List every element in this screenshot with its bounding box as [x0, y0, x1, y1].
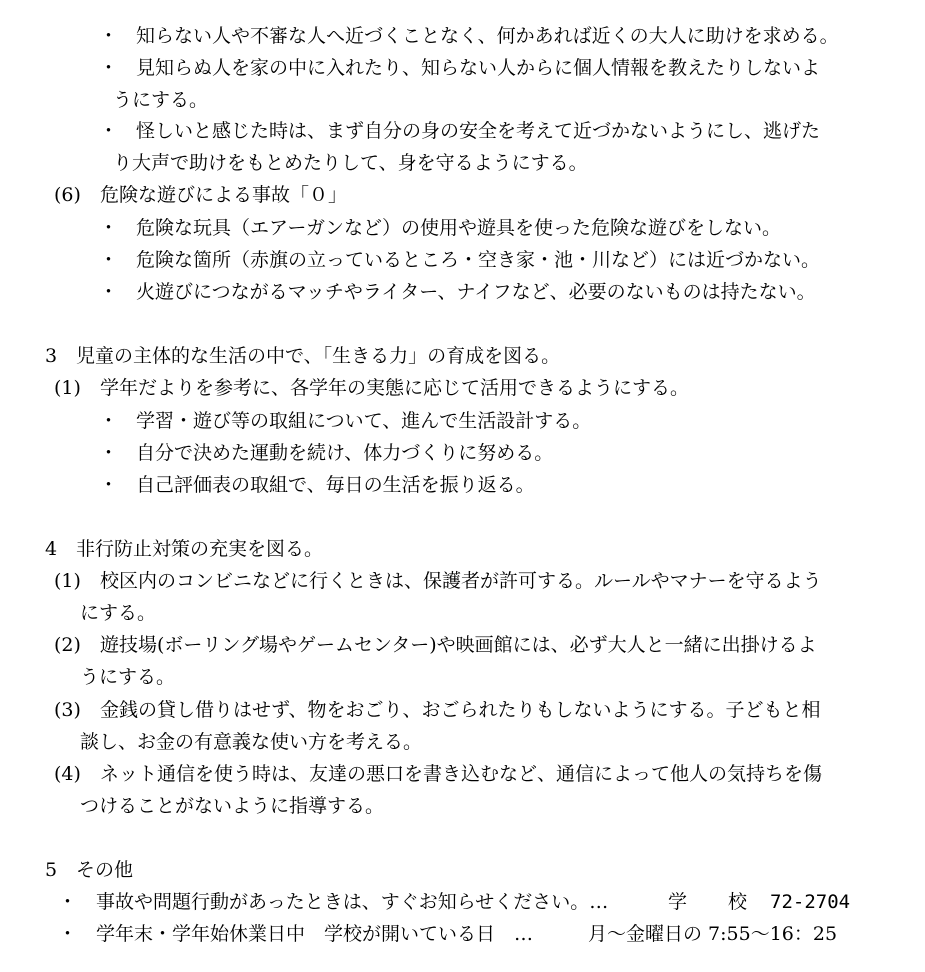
- subsection-title: 危険な遊びによる事故「０」: [100, 184, 348, 206]
- list-item: 火遊びにつながるマッチやライター、ナイフなど、必要のないものは持たない。: [136, 281, 816, 303]
- subsection-text: ネット通信を使う時は、友達の悪口を書き込むなど、通信によって他人の気持ちを傷: [100, 763, 823, 785]
- subsection-text-continuation: にする。: [80, 602, 157, 624]
- subsection-text: 遊技場(ボーリング場やゲームセンター)や映画館には、必ず大人と一緒に出掛けるよ: [100, 634, 817, 656]
- subsection-number: (1): [54, 570, 81, 592]
- bullet-marker: ・: [58, 923, 78, 945]
- bullet-marker: ・: [99, 57, 119, 79]
- list-item: 危険な箇所（赤旗の立っているところ・空き家・池・川など）には近づかない。: [136, 249, 821, 271]
- subsection-text-continuation: 談し、お金の有意義な使い方を考える。: [80, 731, 423, 753]
- school-phone-number: 72-2704: [770, 891, 851, 913]
- contact-text: 事故や問題行動があったときは、すぐお知らせください。…: [96, 891, 609, 913]
- bullet-marker: ・: [99, 217, 119, 239]
- list-item-continuation: うにする。: [113, 89, 209, 111]
- subsection-text: 校区内のコンビニなどに行くときは、保護者が許可する。ルールやマナーを守るよう: [100, 570, 822, 592]
- subsection-number: (4): [54, 763, 81, 785]
- list-item-continuation: り大声で助けをもとめたりして、身を守るようにする。: [113, 152, 588, 174]
- list-item: 知らない人や不審な人へ近づくことなく、何かあれば近くの大人に助けを求める。: [136, 25, 839, 47]
- subsection-number: (2): [54, 634, 81, 656]
- list-item: 学習・遊び等の取組について、進んで生活設計する。: [136, 410, 592, 432]
- list-item: 自分で決めた運動を続け、体力づくりに努める。: [136, 442, 554, 464]
- subsection-text: 金銭の貸し借りはせず、物をおごり、おごられたりもしないようにする。子どもと相: [100, 699, 821, 721]
- section-number: 4: [45, 538, 58, 560]
- section-title: 児童の主体的な生活の中で、「生きる力」の育成を図る。: [76, 345, 561, 367]
- subsection-number: (1): [54, 377, 81, 399]
- list-item: 見知らぬ人を家の中に入れたり、知らない人からに個人情報を教えたりしないよ: [136, 57, 821, 79]
- bullet-marker: ・: [99, 474, 119, 496]
- bullet-marker: ・: [58, 891, 78, 913]
- section-title: その他: [76, 859, 134, 881]
- contact-label-school-2: 校: [728, 891, 748, 913]
- bullet-marker: ・: [99, 410, 119, 432]
- subsection-number: (6): [54, 184, 81, 206]
- vacation-text: 学年末・学年始休業日中 学校が開いている日 …: [96, 923, 534, 945]
- list-item: 自己評価表の取組で、毎日の生活を振り返る。: [136, 474, 535, 496]
- section-number: 3: [45, 345, 58, 367]
- bullet-marker: ・: [99, 442, 119, 464]
- bullet-marker: ・: [99, 25, 119, 47]
- subsection-number: (3): [54, 699, 81, 721]
- subsection-text-continuation: うにする。: [80, 666, 176, 688]
- subsection-title: 学年だよりを参考に、各学年の実態に応じて活用できるようにする。: [100, 377, 690, 399]
- section-title: 非行防止対策の充実を図る。: [76, 538, 324, 560]
- bullet-marker: ・: [99, 281, 119, 303]
- bullet-marker: ・: [99, 120, 119, 142]
- school-open-hours: 月～金曜日の 7:55～16：25: [588, 923, 838, 945]
- list-item: 危険な玩具（エアーガンなど）の使用や遊具を使った危険な遊びをしない。: [136, 217, 782, 239]
- subsection-text-continuation: つけることがないように指導する。: [80, 795, 385, 817]
- contact-label-school-1: 学: [668, 891, 688, 913]
- list-item: 怪しいと感じた時は、まず自分の身の安全を考えて近づかないようにし、逃げた: [136, 120, 821, 142]
- section-number: 5: [45, 859, 58, 881]
- bullet-marker: ・: [99, 249, 119, 271]
